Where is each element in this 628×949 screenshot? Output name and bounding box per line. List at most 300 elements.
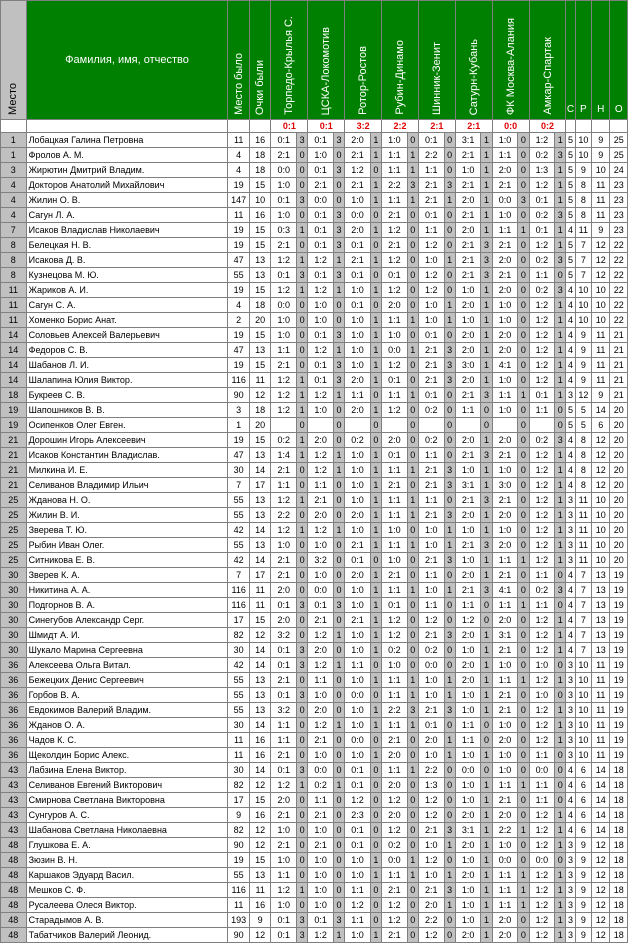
prediction-cell: 1:1 <box>382 148 408 163</box>
prediction-cell: 1:2 <box>418 283 444 298</box>
prediction-points-cell: 0 <box>370 808 381 823</box>
prediction-cell: 2:1 <box>492 703 518 718</box>
prev-points-cell: 13 <box>249 508 271 523</box>
prev-place-cell: 30 <box>228 463 250 478</box>
prediction-cell: 0:1 <box>271 268 297 283</box>
prediction-points-cell: 1 <box>370 313 381 328</box>
name-cell: Алексеева Ольга Витал. <box>26 658 228 673</box>
prev-points-cell: 16 <box>249 733 271 748</box>
prediction-points-cell: 0 <box>333 403 344 418</box>
prediction-points-cell: 1 <box>481 778 492 793</box>
prediction-points-cell: 0 <box>333 823 344 838</box>
prev-place-cell: 42 <box>228 553 250 568</box>
prediction-cell <box>382 418 408 433</box>
name-cell: Каршаков Эдуард Васил. <box>26 868 228 883</box>
stat-s-cell: 4 <box>566 433 575 448</box>
stat-r-cell: 7 <box>575 598 591 613</box>
table-row <box>1 148 628 163</box>
prediction-points-cell: 1 <box>481 148 492 163</box>
prediction-points-cell: 0 <box>407 598 418 613</box>
prediction-points-cell: 0 <box>444 448 455 463</box>
prediction-points-cell: 0 <box>481 733 492 748</box>
prediction-cell: 1:0 <box>271 178 297 193</box>
prediction-cell: 2:1 <box>308 178 334 193</box>
prediction-points-cell: 3 <box>407 178 418 193</box>
prediction-cell: 2:1 <box>455 238 481 253</box>
name-cell: Жилин В. И. <box>26 508 228 523</box>
prediction-cell: 2:1 <box>308 493 334 508</box>
prediction-points-cell: 0 <box>518 523 529 538</box>
prediction-points-cell: 0 <box>407 298 418 313</box>
prediction-cell: 1:0 <box>345 463 371 478</box>
prediction-points-cell: 0 <box>555 778 566 793</box>
prediction-points-cell: 1 <box>333 628 344 643</box>
prediction-cell: 2:1 <box>382 883 408 898</box>
prediction-cell: 2:1 <box>418 703 444 718</box>
prediction-cell: 2:0 <box>492 328 518 343</box>
prediction-points-cell: 0 <box>407 808 418 823</box>
prediction-cell <box>455 418 481 433</box>
place-cell: 8 <box>1 253 27 268</box>
prediction-points-cell: 0 <box>555 598 566 613</box>
table-row <box>1 253 628 268</box>
prediction-points-cell: 0 <box>555 688 566 703</box>
prediction-cell: 1:2 <box>529 508 555 523</box>
prev-place-cell: 11 <box>228 133 250 148</box>
prediction-points-cell: 0 <box>444 208 455 223</box>
table-row <box>1 493 628 508</box>
prev-points-cell: 12 <box>249 838 271 853</box>
prediction-cell: 1:1 <box>492 673 518 688</box>
prediction-cell: 1:0 <box>418 538 444 553</box>
prediction-cell: 0:1 <box>345 553 371 568</box>
place-cell: 1 <box>1 133 27 148</box>
stat-o-cell: 19 <box>610 658 628 673</box>
prediction-cell: 1:1 <box>382 193 408 208</box>
prediction-points-cell: 0 <box>333 868 344 883</box>
stat-n-cell: 12 <box>592 868 610 883</box>
stat-n-cell: 13 <box>592 598 610 613</box>
prediction-points-cell: 0 <box>333 733 344 748</box>
prediction-cell: 0:0 <box>529 853 555 868</box>
stat-r-cell: 7 <box>575 268 591 283</box>
prediction-points-cell: 0 <box>297 748 308 763</box>
prev-place-cell: 55 <box>228 268 250 283</box>
place-cell: 36 <box>1 658 27 673</box>
prediction-points-cell: 3 <box>444 508 455 523</box>
prediction-points-cell: 0 <box>444 133 455 148</box>
prediction-points-cell: 1 <box>370 598 381 613</box>
prediction-points-cell: 0 <box>297 808 308 823</box>
prediction-cell: 0:1 <box>382 448 408 463</box>
prediction-cell: 1:0 <box>308 898 334 913</box>
prediction-points-cell: 0 <box>333 808 344 823</box>
prev-points-cell: 13 <box>249 688 271 703</box>
prediction-cell: 1:0 <box>492 373 518 388</box>
prediction-cell: 1:2 <box>529 673 555 688</box>
prediction-points-cell: 1 <box>370 283 381 298</box>
stat-s-cell: 3 <box>566 673 575 688</box>
stat-o-cell: 23 <box>610 178 628 193</box>
prediction-points-cell: 0 <box>555 568 566 583</box>
prediction-cell: 1:0 <box>492 313 518 328</box>
stat-o-cell: 21 <box>610 388 628 403</box>
prediction-cell: 1:2 <box>418 853 444 868</box>
prediction-points-cell: 1 <box>481 673 492 688</box>
place-cell: 19 <box>1 418 27 433</box>
prediction-points-cell: 1 <box>481 823 492 838</box>
stat-s-cell: 4 <box>566 763 575 778</box>
results-empty <box>1 120 27 133</box>
prediction-points-cell: 0 <box>444 328 455 343</box>
prediction-cell: 0:1 <box>308 163 334 178</box>
prediction-points-cell: 0 <box>297 313 308 328</box>
prediction-points-cell: 0 <box>370 793 381 808</box>
stat-o-cell: 18 <box>610 778 628 793</box>
prediction-points-cell: 1 <box>555 538 566 553</box>
prediction-points-cell: 0 <box>333 853 344 868</box>
prediction-cell: 0:0 <box>308 583 334 598</box>
prediction-cell: 2:1 <box>418 373 444 388</box>
name-cell: Мешков С. Ф. <box>26 883 228 898</box>
prev-points-cell: 11 <box>249 883 271 898</box>
stat-r-cell: 7 <box>575 628 591 643</box>
prediction-points-cell: 0 <box>518 703 529 718</box>
stat-o-cell: 19 <box>610 568 628 583</box>
name-cell: Шмидт А. И. <box>26 628 228 643</box>
prediction-cell: 1:2 <box>529 358 555 373</box>
stat-n-cell: 12 <box>592 838 610 853</box>
prediction-points-cell: 0 <box>297 793 308 808</box>
prediction-points-cell: 0 <box>370 658 381 673</box>
stat-r-cell: 8 <box>575 463 591 478</box>
prediction-points-cell: 1 <box>407 388 418 403</box>
stat-s-cell: 5 <box>566 403 575 418</box>
prediction-cell: 2:2 <box>382 178 408 193</box>
prediction-points-cell: 0 <box>444 433 455 448</box>
prediction-cell: 2:1 <box>418 478 444 493</box>
prediction-points-cell: 0 <box>333 148 344 163</box>
prediction-cell: 2:2 <box>382 703 408 718</box>
prediction-cell: 2:2 <box>418 148 444 163</box>
prediction-cell: 1:0 <box>345 853 371 868</box>
prediction-points-cell: 3 <box>333 328 344 343</box>
prediction-cell: 2:1 <box>455 268 481 283</box>
prediction-cell: 2:0 <box>418 733 444 748</box>
stat-r-cell: 5 <box>575 418 591 433</box>
prediction-cell: 1:1 <box>382 583 408 598</box>
prediction-cell: 1:2 <box>529 628 555 643</box>
prediction-points-cell: 0 <box>444 853 455 868</box>
prediction-cell: 1:1 <box>418 493 444 508</box>
prediction-cell: 0:2 <box>382 838 408 853</box>
prediction-cell: 2:1 <box>418 193 444 208</box>
prediction-cell: 1:1 <box>418 568 444 583</box>
stat-n-cell: 11 <box>592 733 610 748</box>
stat-s-cell: 4 <box>566 448 575 463</box>
prediction-cell: 2:0 <box>345 373 371 388</box>
prediction-cell: 1:1 <box>529 403 555 418</box>
prediction-cell: 2:1 <box>418 823 444 838</box>
prediction-points-cell: 0 <box>518 508 529 523</box>
prediction-cell: 1:0 <box>455 688 481 703</box>
prediction-cell: 1:2 <box>529 328 555 343</box>
prediction-cell: 1:2 <box>308 658 334 673</box>
stat-r-cell: 9 <box>575 163 591 178</box>
prediction-cell: 2:0 <box>455 628 481 643</box>
prediction-points-cell: 1 <box>407 538 418 553</box>
stat-n-cell: 11 <box>592 178 610 193</box>
prediction-cell: 1:0 <box>492 748 518 763</box>
stat-n-cell: 10 <box>592 163 610 178</box>
prediction-points-cell: 0 <box>333 568 344 583</box>
stat-o-cell: 18 <box>610 853 628 868</box>
prediction-cell: 1:2 <box>345 793 371 808</box>
stat-o-cell: 24 <box>610 163 628 178</box>
prediction-points-cell: 0 <box>518 358 529 373</box>
prediction-cell: 1:3 <box>418 778 444 793</box>
prediction-points-cell: 1 <box>370 478 381 493</box>
stat-o-cell: 25 <box>610 148 628 163</box>
prediction-points-cell: 3 <box>555 283 566 298</box>
prediction-cell: 2:0 <box>455 193 481 208</box>
prediction-points-cell: 1 <box>555 913 566 928</box>
prediction-cell: 1:0 <box>345 448 371 463</box>
name-cell: Федоров С. В. <box>26 343 228 358</box>
prediction-points-cell: 0 <box>370 388 381 403</box>
prediction-cell: 1:0 <box>345 748 371 763</box>
prediction-points-cell: 1 <box>333 343 344 358</box>
stat-n-cell: 11 <box>592 703 610 718</box>
stat-s-cell: 3 <box>566 688 575 703</box>
prediction-cell: 2:1 <box>345 148 371 163</box>
place-cell: 8 <box>1 268 27 283</box>
prediction-points-cell: 1 <box>555 703 566 718</box>
prev-points-cell: 13 <box>249 253 271 268</box>
prev-points-cell: 15 <box>249 793 271 808</box>
prediction-cell: 1:1 <box>271 733 297 748</box>
stat-n-cell: 12 <box>592 928 610 943</box>
prediction-points-cell: 0 <box>444 268 455 283</box>
prediction-points-cell: 3 <box>444 343 455 358</box>
prediction-cell: 2:0 <box>345 133 371 148</box>
prev-points-cell: 14 <box>249 763 271 778</box>
stat-o-cell: 20 <box>610 403 628 418</box>
stat-s-cell: 5 <box>566 268 575 283</box>
prediction-cell: 1:1 <box>492 778 518 793</box>
prediction-points-cell: 1 <box>481 853 492 868</box>
prediction-cell: 2:1 <box>271 838 297 853</box>
prediction-cell: 1:2 <box>529 928 555 943</box>
prediction-points-cell: 0 <box>518 433 529 448</box>
prediction-points-cell: 1 <box>297 253 308 268</box>
prev-points-cell: 14 <box>249 718 271 733</box>
prediction-cell: 0:1 <box>529 388 555 403</box>
table-row <box>1 433 628 448</box>
prediction-points-cell: 1 <box>444 253 455 268</box>
stat-s-cell: 4 <box>566 373 575 388</box>
prediction-cell: 1:2 <box>271 523 297 538</box>
prediction-points-cell: 1 <box>481 193 492 208</box>
stat-s-cell: 5 <box>566 133 575 148</box>
prev-place-cell: 7 <box>228 478 250 493</box>
stat-n-cell: 10 <box>592 298 610 313</box>
stat-o-cell: 19 <box>610 748 628 763</box>
prediction-points-cell: 0 <box>518 178 529 193</box>
prediction-points-cell: 1 <box>370 223 381 238</box>
header-s: С <box>566 1 575 120</box>
prediction-points-cell: 0 <box>518 448 529 463</box>
prediction-cell: 2:0 <box>308 433 334 448</box>
prediction-cell: 1:2 <box>382 793 408 808</box>
stat-s-cell: 4 <box>566 358 575 373</box>
prediction-points-cell: 0 <box>297 898 308 913</box>
name-cell: Чадов К. С. <box>26 733 228 748</box>
prev-points-cell: 18 <box>249 298 271 313</box>
prediction-cell: 1:2 <box>382 913 408 928</box>
header-match-2: ЦСКА-Локомотив <box>308 1 345 120</box>
prediction-cell: 1:2 <box>529 478 555 493</box>
name-cell: Сунгуров А. С. <box>26 808 228 823</box>
prediction-points-cell: 0 <box>444 148 455 163</box>
prediction-cell: 0:0 <box>345 208 371 223</box>
prediction-points-cell: 1 <box>297 493 308 508</box>
name-cell: Лабзина Елена Виктор. <box>26 763 228 778</box>
prediction-points-cell: 0 <box>444 403 455 418</box>
stat-r-cell: 7 <box>575 643 591 658</box>
prev-place-cell: 42 <box>228 523 250 538</box>
prediction-cell: 1:0 <box>345 343 371 358</box>
prediction-cell: 1:2 <box>529 298 555 313</box>
prediction-cell: 1:0 <box>455 463 481 478</box>
stat-o-cell: 18 <box>610 928 628 943</box>
prediction-cell: 2:1 <box>418 883 444 898</box>
prediction-cell: 2:0 <box>455 868 481 883</box>
place-cell: 30 <box>1 628 27 643</box>
place-cell: 4 <box>1 208 27 223</box>
stat-n-cell: 12 <box>592 853 610 868</box>
stat-o-cell: 21 <box>610 373 628 388</box>
stat-n-cell: 10 <box>592 553 610 568</box>
prediction-points-cell: 1 <box>370 328 381 343</box>
prev-points-cell: 14 <box>249 523 271 538</box>
prediction-points-cell: 0 <box>518 163 529 178</box>
stat-s-cell: 3 <box>566 703 575 718</box>
prediction-points-cell: 0 <box>407 793 418 808</box>
table-row <box>1 748 628 763</box>
place-cell: 11 <box>1 298 27 313</box>
results-empty <box>249 120 271 133</box>
prediction-points-cell: 1 <box>518 223 529 238</box>
table-row <box>1 643 628 658</box>
prediction-points-cell: 0 <box>370 778 381 793</box>
prediction-points-cell: 1 <box>297 448 308 463</box>
prediction-cell: 3:0 <box>455 358 481 373</box>
prediction-points-cell: 0 <box>518 343 529 358</box>
stat-s-cell: 4 <box>566 568 575 583</box>
stat-s-cell: 3 <box>566 493 575 508</box>
prediction-cell: 2:1 <box>455 538 481 553</box>
prediction-cell: 1:0 <box>345 643 371 658</box>
prediction-cell: 1:0 <box>308 568 334 583</box>
prediction-points-cell: 1 <box>555 823 566 838</box>
prediction-points-cell: 3 <box>444 373 455 388</box>
prediction-points-cell: 3 <box>333 208 344 223</box>
prediction-cell: 1:0 <box>345 868 371 883</box>
prediction-points-cell: 0 <box>407 553 418 568</box>
prediction-points-cell: 0 <box>333 508 344 523</box>
prediction-points-cell: 1 <box>407 463 418 478</box>
name-cell: Исаков Константин Владислав. <box>26 448 228 463</box>
name-cell: Табатчиков Валерий Леонид. <box>26 928 228 943</box>
prediction-points-cell: 3 <box>444 883 455 898</box>
prediction-points-cell: 1 <box>555 868 566 883</box>
place-cell: 21 <box>1 463 27 478</box>
prediction-cell: 2:0 <box>382 433 408 448</box>
stat-r-cell: 9 <box>575 868 591 883</box>
name-cell: Зверева Т. Ю. <box>26 523 228 538</box>
prediction-points-cell: 1 <box>555 673 566 688</box>
prediction-points-cell: 0 <box>518 328 529 343</box>
prediction-cell: 1:2 <box>308 523 334 538</box>
stat-r-cell: 11 <box>575 553 591 568</box>
stat-o-cell: 20 <box>610 433 628 448</box>
prediction-points-cell: 1 <box>333 283 344 298</box>
table-row <box>1 628 628 643</box>
stat-n-cell: 12 <box>592 448 610 463</box>
prediction-points-cell: 0 <box>370 898 381 913</box>
stat-r-cell: 9 <box>575 883 591 898</box>
prediction-cell: 0:1 <box>345 298 371 313</box>
prediction-cell: 2:3 <box>345 808 371 823</box>
prediction-cell: 2:1 <box>492 643 518 658</box>
prediction-points-cell: 0 <box>407 208 418 223</box>
stat-s-cell: 3 <box>566 508 575 523</box>
result-match-5: 2:1 <box>418 120 455 133</box>
table-row <box>1 808 628 823</box>
stat-r-cell: 6 <box>575 823 591 838</box>
prev-place-cell: 55 <box>228 508 250 523</box>
prediction-points-cell: 3 <box>444 463 455 478</box>
prediction-cell: 0:1 <box>529 223 555 238</box>
stat-s-cell: 5 <box>566 148 575 163</box>
prediction-points-cell: 1 <box>481 178 492 193</box>
prediction-points-cell: 3 <box>333 913 344 928</box>
place-cell: 3 <box>1 163 27 178</box>
prediction-points-cell: 1 <box>555 493 566 508</box>
prediction-cell: 2:1 <box>382 928 408 943</box>
prediction-points-cell: 1 <box>370 643 381 658</box>
name-cell: Зюзин В. Н. <box>26 853 228 868</box>
prediction-cell: 1:1 <box>492 553 518 568</box>
prediction-cell: 1:1 <box>455 733 481 748</box>
prediction-points-cell: 0 <box>407 913 418 928</box>
prediction-points-cell: 1 <box>481 688 492 703</box>
prediction-points-cell: 3 <box>333 373 344 388</box>
prediction-cell: 1:0 <box>418 673 444 688</box>
prediction-points-cell: 0 <box>370 208 381 223</box>
prediction-cell: 1:1 <box>382 718 408 733</box>
prev-points-cell: 13 <box>249 538 271 553</box>
place-cell: 36 <box>1 688 27 703</box>
prev-place-cell: 11 <box>228 898 250 913</box>
prediction-points-cell: 0 <box>297 418 308 433</box>
prediction-points-cell: 0 <box>481 613 492 628</box>
prediction-points-cell: 0 <box>481 718 492 733</box>
prediction-cell: 2:1 <box>418 358 444 373</box>
table-row <box>1 853 628 868</box>
prediction-cell: 1:2 <box>345 898 371 913</box>
